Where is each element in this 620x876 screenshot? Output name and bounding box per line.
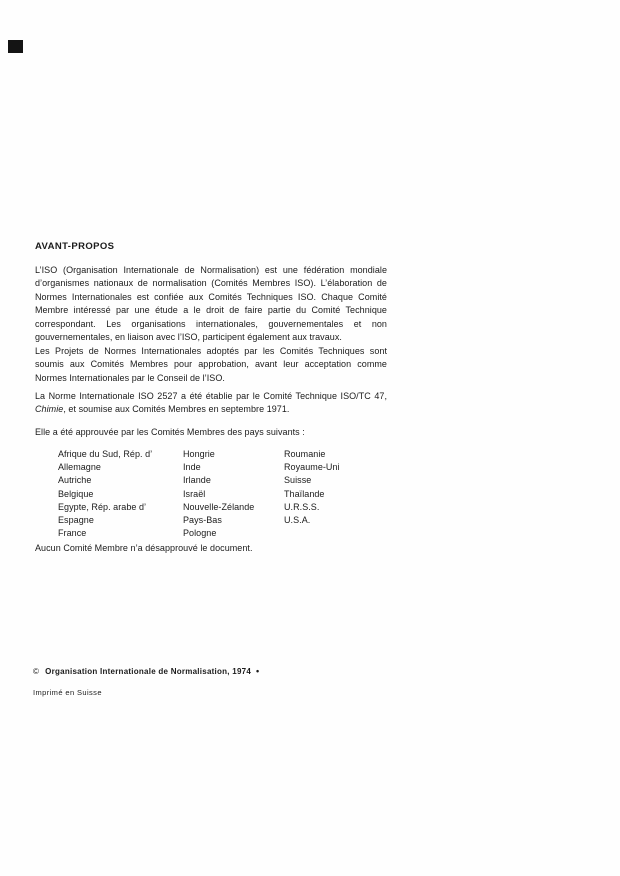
country-item: Allemagne [58, 462, 101, 473]
country-item: Pays-Bas [183, 515, 222, 526]
paragraph-3-text-before: La Norme Internationale ISO 2527 a été établie par le Comité Technique ISO/TC 47, [35, 391, 387, 401]
scan-artifact-mark [8, 40, 23, 53]
country-item: Israël [183, 488, 206, 499]
country-item: Espagne [58, 515, 94, 526]
country-item: Roumanie [284, 449, 326, 459]
countries-column-2 [183, 448, 254, 540]
country-item: Hongrie [183, 449, 215, 459]
country-item: Royaume-Uni [284, 462, 340, 473]
countries-column-3 [284, 448, 340, 527]
country-item: Autriche [58, 475, 92, 486]
country-item: Irlande [183, 475, 211, 486]
copyright-icon: © [33, 667, 40, 676]
country-item: Belgique [58, 488, 94, 499]
member-countries-list [0, 448, 620, 543]
country-item: U.S.A. [284, 515, 311, 526]
country-item: Nouvelle-Zélande [183, 501, 255, 512]
country-item: Egypte, Rép. arabe d’ [58, 501, 147, 512]
country-item: Suisse [284, 475, 312, 486]
standard-committee-name: Chimie [35, 404, 64, 415]
country-item: Inde [183, 462, 201, 473]
country-item: Afrique du Sud, Rép. d’ [58, 449, 153, 459]
country-item: Thaïlande [284, 488, 325, 499]
country-item: France [58, 528, 87, 539]
page-title: AVANT-PROPOS [35, 241, 115, 252]
country-item: Pologne [183, 528, 217, 539]
copyright-line [33, 666, 259, 676]
country-item: U.R.S.S. [284, 501, 320, 512]
paragraph-3-text-after: , et soumise aux Comités Membres en septembre 1971. [63, 404, 290, 415]
printed-in-note: Imprimé en Suisse [33, 688, 102, 697]
foreword-paragraph-2: Les Projets de Normes Internationales adoptés par les Comités Techniques sont soumis aux Comités Membres pour approbation, avant leur acceptation comme Normes Internationales par le Conseil de l’ISO. [35, 346, 387, 383]
disapproval-note: Aucun Comité Membre n’a désapprouvé le document. [35, 543, 253, 553]
copyright-text: Organisation Internationale de Normalisation, 1974 [45, 667, 252, 676]
approval-intro-line: Elle a été approuvée par les Comités Membres des pays suivants : [35, 427, 305, 437]
bullet-icon: • [256, 666, 260, 676]
countries-column-1 [58, 448, 152, 540]
foreword-paragraph-1: L’ISO (Organisation Internationale de Normalisation) est une fédération mondiale d’organismes nationaux de normalisation (Comités Membres ISO). L’élaboration de Normes Internationales est confiée aux Comités Techniques ISO. Chaque Comité Membre intéressé par une étude a le droit de faire partie du Comité Technique correspondant. Les organisations internationales, gouvernementales et non gouvernementales, en liaison avec l’ISO, participent également aux travaux. [35, 265, 387, 343]
foreword-paragraph-3 [35, 390, 387, 417]
